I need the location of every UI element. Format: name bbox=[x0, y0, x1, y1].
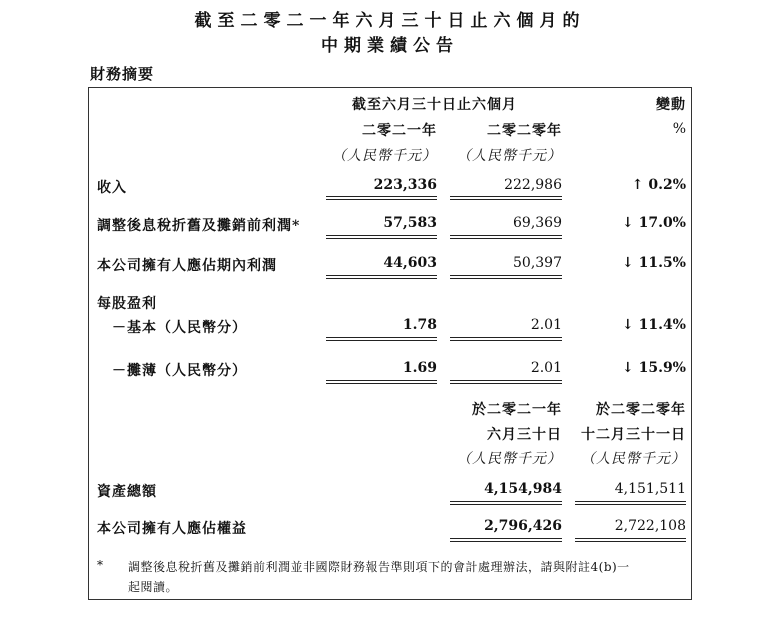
revenue-label: 收入 bbox=[97, 180, 127, 196]
profit-2021: 44,603 bbox=[383, 255, 437, 271]
rule bbox=[575, 504, 686, 505]
revenue-change: ↑ 0.2% bbox=[631, 177, 686, 193]
eps-diluted-2020: 2.01 bbox=[530, 360, 562, 376]
rule bbox=[450, 238, 562, 239]
rule bbox=[326, 275, 437, 276]
balance-col1-header-l2: 六月三十日 bbox=[487, 427, 562, 443]
rule bbox=[575, 538, 686, 539]
eps-basic-2021: 1.78 bbox=[402, 317, 437, 333]
rule bbox=[450, 196, 562, 197]
balance-col2-header-l2: 十二月三十一日 bbox=[581, 427, 686, 443]
year-2021-header: 二零二一年 bbox=[362, 123, 437, 139]
rule bbox=[326, 238, 437, 239]
rule bbox=[450, 504, 562, 505]
eps-diluted-label: －攤薄（人民幣分） bbox=[112, 363, 247, 379]
eps-basic-label: －基本（人民幣分） bbox=[112, 320, 247, 336]
eps-title: 每股盈利 bbox=[97, 296, 157, 312]
footnote-line1: 調整後息稅折舊及攤銷前利潤並非國際財務報告準則項下的會計處理辦法，請與附註4(b)一 bbox=[128, 560, 630, 574]
rule bbox=[326, 196, 437, 197]
equity-v2: 2,722,108 bbox=[614, 518, 686, 534]
rule bbox=[450, 337, 562, 338]
rule bbox=[326, 235, 437, 236]
revenue-2021: 223,336 bbox=[373, 177, 437, 193]
rule bbox=[326, 383, 437, 384]
ebitda-2020: 69,369 bbox=[513, 215, 562, 231]
rule bbox=[326, 340, 437, 341]
rule bbox=[575, 501, 686, 502]
equity-label: 本公司擁有人應佔權益 bbox=[97, 521, 247, 537]
footnote-mark: * bbox=[97, 558, 104, 572]
announcement-title-line2: 中期業績公告 bbox=[321, 36, 459, 56]
rule bbox=[326, 278, 437, 279]
ebitda-2021: 57,583 bbox=[383, 215, 437, 231]
currency-2021: （人民幣千元） bbox=[332, 148, 437, 164]
eps-basic-2020: 2.01 bbox=[530, 317, 562, 333]
year-2020-header: 二零二零年 bbox=[487, 123, 562, 139]
rule bbox=[450, 275, 562, 276]
rule bbox=[450, 235, 562, 236]
balance-col1-header-l1: 於二零二一年 bbox=[472, 402, 562, 418]
balance-col1-currency: （人民幣千元） bbox=[457, 451, 562, 467]
section-title: 財務摘要 bbox=[90, 65, 155, 83]
rule bbox=[326, 380, 437, 381]
eps-basic-change: ↓ 11.4% bbox=[621, 317, 686, 333]
balance-col2-currency: （人民幣千元） bbox=[581, 451, 686, 467]
footnote-line2: 起閱讀。 bbox=[128, 580, 179, 594]
rule bbox=[326, 199, 437, 200]
equity-v1: 2,796,426 bbox=[484, 518, 562, 534]
rule bbox=[450, 541, 562, 542]
ebitda-label: 調整後息稅折舊及攤銷前利潤* bbox=[97, 218, 301, 234]
change-header: 變動 bbox=[656, 97, 686, 113]
eps-diluted-2021: 1.69 bbox=[402, 360, 437, 376]
rule bbox=[450, 501, 562, 502]
profit-label: 本公司擁有人應佔期內利潤 bbox=[97, 258, 277, 274]
percent-header: % bbox=[672, 121, 686, 137]
rule bbox=[326, 337, 437, 338]
period-header: 截至六月三十日止六個月 bbox=[352, 97, 517, 113]
rule bbox=[450, 380, 562, 381]
profit-change: ↓ 11.5% bbox=[621, 255, 686, 271]
rule bbox=[450, 278, 562, 279]
eps-diluted-change: ↓ 15.9% bbox=[621, 360, 686, 376]
rule bbox=[450, 538, 562, 539]
currency-2020: （人民幣千元） bbox=[457, 148, 562, 164]
announcement-title-line1: 截至二零二一年六月三十日止六個月的 bbox=[194, 11, 586, 31]
revenue-2020: 222,986 bbox=[504, 177, 562, 193]
rule bbox=[450, 199, 562, 200]
rule bbox=[450, 383, 562, 384]
rule bbox=[575, 541, 686, 542]
total-assets-v1: 4,154,984 bbox=[484, 481, 562, 497]
total-assets-label: 資產總額 bbox=[97, 484, 157, 500]
balance-col2-header-l1: 於二零二零年 bbox=[596, 402, 686, 418]
total-assets-v2: 4,151,511 bbox=[614, 481, 686, 497]
rule bbox=[450, 340, 562, 341]
profit-2020: 50,397 bbox=[513, 255, 562, 271]
ebitda-change: ↓ 17.0% bbox=[621, 215, 686, 231]
